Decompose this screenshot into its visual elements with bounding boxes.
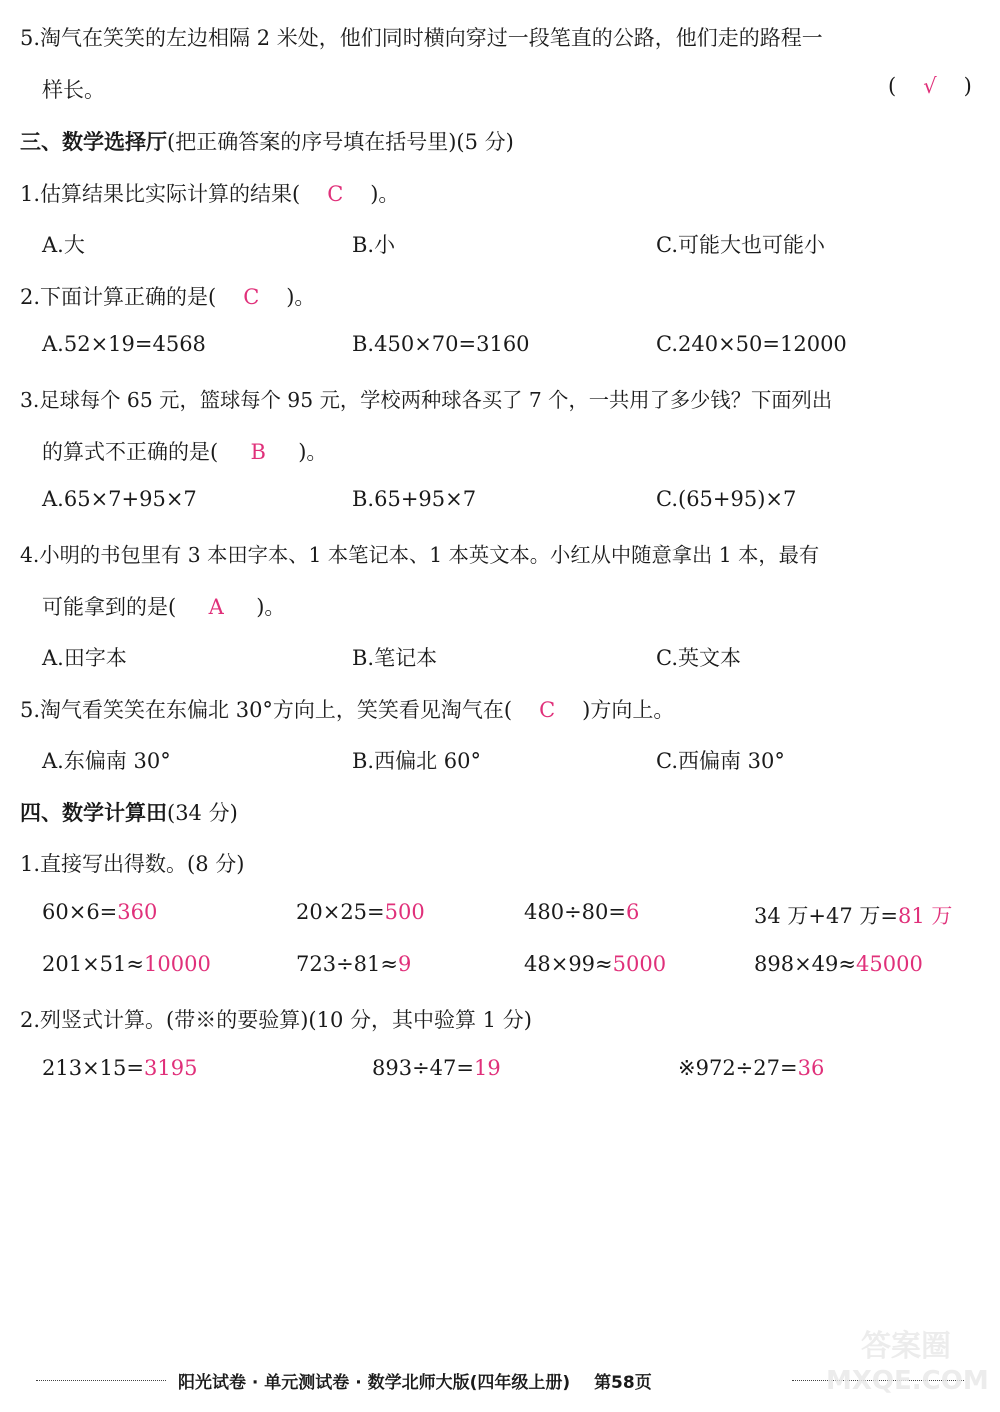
section-3-title: 三、数学选择厅	[20, 130, 167, 154]
s3-q1-option-a: A.大	[42, 233, 85, 257]
calc-answer: 500	[384, 900, 425, 924]
page-number: 第58页	[594, 1373, 652, 1393]
s3-q3-answer: B	[250, 440, 266, 464]
s3-q2-option-a: A.52×19=4568	[42, 332, 206, 356]
watermark-line-1: 答案圈	[861, 1329, 951, 1364]
calc-answer: 5000	[612, 952, 667, 976]
s3-q2-answer: C	[243, 285, 260, 309]
s3-question-4: 4.小明的书包里有 3 本田字本、1 本笔记本、1 本英文本。小红从中随意拿出 1 本，最有	[20, 543, 820, 567]
calc-expr: 723÷81≈	[296, 952, 398, 976]
calc-expr: 201×51≈	[42, 952, 144, 976]
calc-expr: 898×49≈	[754, 952, 856, 976]
vertical-calc-item	[372, 1056, 501, 1080]
s3-q3-option-c: C.(65+95)×7	[656, 487, 797, 511]
s3-q1-text-end: )。	[370, 182, 400, 206]
s3-q2-text-end: )。	[286, 285, 316, 309]
calc-answer: 9	[398, 952, 412, 976]
calc-answer: 19	[474, 1056, 501, 1080]
s4-question-1-title: 1.直接写出得数。(8 分)	[20, 852, 245, 876]
footer-title: 阳光试卷 · 单元测试卷 · 数学北师大版(四年级上册)	[178, 1373, 571, 1393]
s3-q4-text-end: )。	[256, 595, 286, 619]
s3-q5-option-a: A.东偏南 30°	[42, 749, 171, 773]
paren-close: )	[963, 74, 972, 98]
calc-item	[754, 900, 952, 930]
calc-expr: 34 万+47 万=	[754, 904, 898, 928]
watermark-logo	[826, 1329, 989, 1402]
s3-q4-option-b: B.笔记本	[352, 646, 438, 670]
s3-q2-option-c: C.240×50=12000	[656, 332, 847, 356]
calc-item	[524, 952, 666, 976]
section-3-heading	[20, 126, 514, 156]
calc-answer: 360	[117, 900, 158, 924]
s3-q5-option-c: C.西偏南 30°	[656, 749, 785, 773]
question-5-statement: 5.淘气在笑笑的左边相隔 2 米处，他们同时横向穿过一段笔直的公路，他们走的路程一	[20, 26, 823, 50]
vertical-calc-item	[42, 1056, 197, 1080]
calc-item	[296, 900, 425, 924]
paren-open: (	[888, 74, 897, 98]
s3-q4-answer: A	[208, 595, 224, 619]
answer-check: √	[923, 74, 937, 98]
calc-item	[754, 952, 923, 976]
calc-expr: 48×99≈	[524, 952, 613, 976]
footer-divider-left	[36, 1380, 166, 1381]
s3-q5-text: 5.淘气看笑笑在东偏北 30°方向上，笑笑看见淘气在(	[20, 698, 513, 722]
section-4-note: (34 分)	[167, 801, 238, 825]
section-3-note: (把正确答案的序号填在括号里)(5 分)	[167, 130, 514, 154]
calc-answer: 3195	[144, 1056, 198, 1080]
s3-q1-answer: C	[327, 182, 344, 206]
s3-q1-option-c: C.可能大也可能小	[656, 233, 825, 257]
calc-expr: 480÷80=	[524, 900, 626, 924]
s3-question-3-cont	[42, 436, 327, 466]
s3-q2-text: 2.下面计算正确的是(	[20, 285, 217, 309]
calc-answer: 10000	[144, 952, 211, 976]
s3-question-4-cont	[42, 591, 285, 621]
calc-item	[296, 952, 411, 976]
s3-q2-option-b: B.450×70=3160	[352, 332, 530, 356]
s3-question-3: 3.足球每个 65 元，篮球每个 95 元，学校两种球各买了 7 个，一共用了多少钱？下面列出	[20, 388, 833, 412]
s3-q3-option-b: B.65+95×7	[352, 487, 477, 511]
s3-q5-text-end: )方向上。	[582, 698, 675, 722]
footer-label	[178, 1368, 652, 1393]
s3-question-2	[20, 281, 315, 311]
section-4-heading	[20, 797, 238, 827]
s3-q4-option-a: A.田字本	[42, 646, 127, 670]
s3-q3-option-a: A.65×7+95×7	[42, 487, 197, 511]
calc-answer: 45000	[856, 952, 923, 976]
watermark-line-2: MXQE.COM	[826, 1366, 989, 1396]
s3-q5-option-b: B.西偏北 60°	[352, 749, 482, 773]
calc-answer: 81 万	[898, 904, 953, 928]
calc-item	[42, 900, 157, 924]
s3-q5-answer: C	[539, 698, 556, 722]
s3-q3-text: 的算式不正确的是(	[42, 440, 219, 464]
s3-q1-option-b: B.小	[352, 233, 396, 257]
question-5-statement-cont: 样长。	[42, 78, 105, 102]
s3-question-5	[20, 694, 674, 724]
calc-answer: 36	[797, 1056, 825, 1080]
calc-expr: 893÷47=	[372, 1056, 474, 1080]
calc-item	[524, 900, 639, 924]
calc-item	[42, 952, 211, 976]
calc-answer: 6	[626, 900, 640, 924]
calc-expr: 20×25=	[296, 900, 385, 924]
s3-q1-text: 1.估算结果比实际计算的结果(	[20, 182, 301, 206]
s3-q4-text: 可能拿到的是(	[42, 595, 177, 619]
s4-question-2-title: 2.列竖式计算。(带※的要验算)(10 分，其中验算 1 分)	[20, 1008, 532, 1032]
vertical-calc-item	[678, 1056, 824, 1080]
judgement-answer-box	[888, 74, 972, 98]
calc-expr: 60×6=	[42, 900, 118, 924]
s3-q3-text-end: )。	[298, 440, 328, 464]
calc-expr: 213×15=	[42, 1056, 144, 1080]
calc-expr: ※972÷27=	[678, 1056, 798, 1080]
section-4-title: 四、数学计算田	[20, 801, 167, 825]
s3-question-1	[20, 178, 399, 208]
s3-q4-option-c: C.英文本	[656, 646, 741, 670]
